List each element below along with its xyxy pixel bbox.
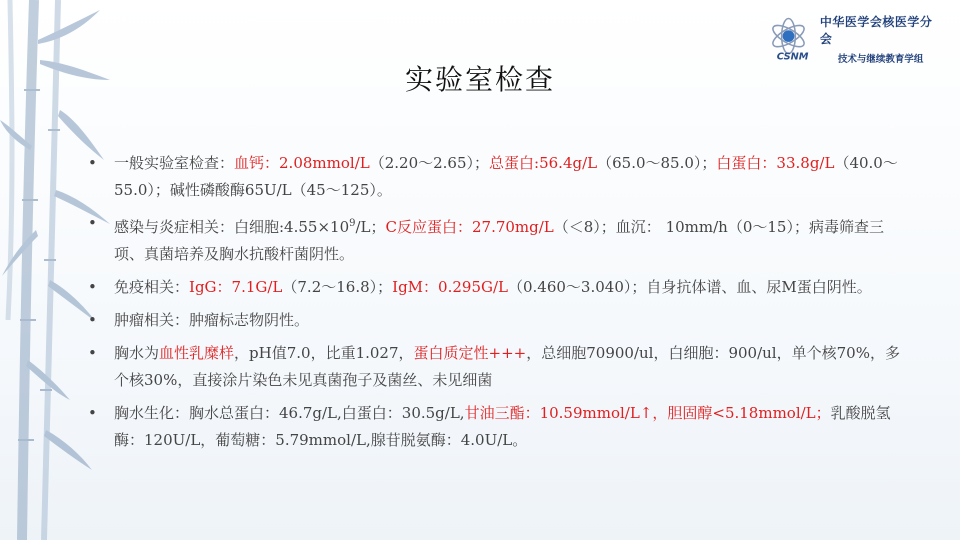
- bullet-text: 乳酸脱氢酶：120U/L，葡萄糖：5.79mmol/L,腺苷脱氨酶：4.0U/L。: [114, 404, 891, 449]
- org-subgroup: 技术与继续教育学组: [837, 54, 924, 65]
- bullet-item: [88, 210, 908, 268]
- bullet-text: 胸水生化：胸水总蛋白：46.7g/L,白蛋白：30.5g/L,: [114, 404, 465, 422]
- bullet-text: （0.460～3.040）；自身抗体谱、血、尿M蛋白阴性。: [507, 278, 872, 296]
- bullet-text: 免疫相关：: [114, 278, 190, 296]
- highlighted-value: C反应蛋白：27.70mg/L: [385, 218, 554, 236]
- bullet-text: （＜8）；血沉： 10mm/h（0～15）；病毒筛查三项、真菌培养及胸水抗酸杆菌阴性。: [114, 218, 884, 263]
- atom-logo-icon: [767, 16, 814, 62]
- bullet-text: 感染与炎症相关：白细胞:4.55×10: [114, 218, 350, 236]
- logo-text: CSNM: [776, 51, 809, 62]
- bullet-list: [88, 150, 908, 460]
- bullet-text: 肿瘤相关：肿瘤标志物阴性。: [114, 311, 310, 329]
- bullet-text: /L；: [355, 218, 386, 236]
- bullet-item: [88, 274, 908, 301]
- highlighted-value: 总蛋白:56.4g/L: [489, 154, 598, 172]
- bullet-text: （65.0～85.0）；: [597, 154, 717, 172]
- highlighted-value: IgG：7.1G/L: [189, 278, 283, 296]
- highlighted-value: 血性乳糜样: [159, 344, 235, 362]
- bullet-text: ，总细胞70900/ul，白细胞：900/ul，单个核70%，多个核30%，直接涂片染色未见真菌孢子及菌丝、未见细菌: [114, 344, 900, 389]
- bullet-item: [88, 307, 908, 334]
- slide-title: 实验室检查: [404, 63, 555, 96]
- highlighted-value: 血钙：2.08mmol/L: [234, 154, 370, 172]
- bullet-item: [88, 150, 908, 204]
- bullet-text: 9: [349, 218, 356, 229]
- bullet-text: （40.0～55.0）；碱性磷酸酶65U/L（45～125）。: [114, 154, 898, 199]
- org-name: 中华医学会核医学分会: [819, 15, 933, 46]
- highlighted-value: 蛋白质定性+++: [413, 344, 527, 362]
- bullet-text: 胸水为: [114, 344, 160, 362]
- bullet-text: ，pH值7.0，比重1.027，: [234, 344, 414, 362]
- bullet-item: [88, 400, 908, 454]
- highlighted-value: IgM：0.295G/L: [392, 278, 508, 296]
- bullet-text: （7.2～16.8）；: [282, 278, 393, 296]
- org-logo: [767, 15, 942, 65]
- bullet-text: （2.20～2.65）；: [369, 154, 490, 172]
- highlighted-value: 白蛋白：33.8g/L: [716, 154, 835, 172]
- bullet-text: 一般实验室检查：: [114, 154, 235, 172]
- bullet-item: [88, 340, 908, 394]
- highlighted-value: 甘油三酯：10.59mmol/L↑，胆固醇<5.18mmol/L；: [464, 404, 831, 422]
